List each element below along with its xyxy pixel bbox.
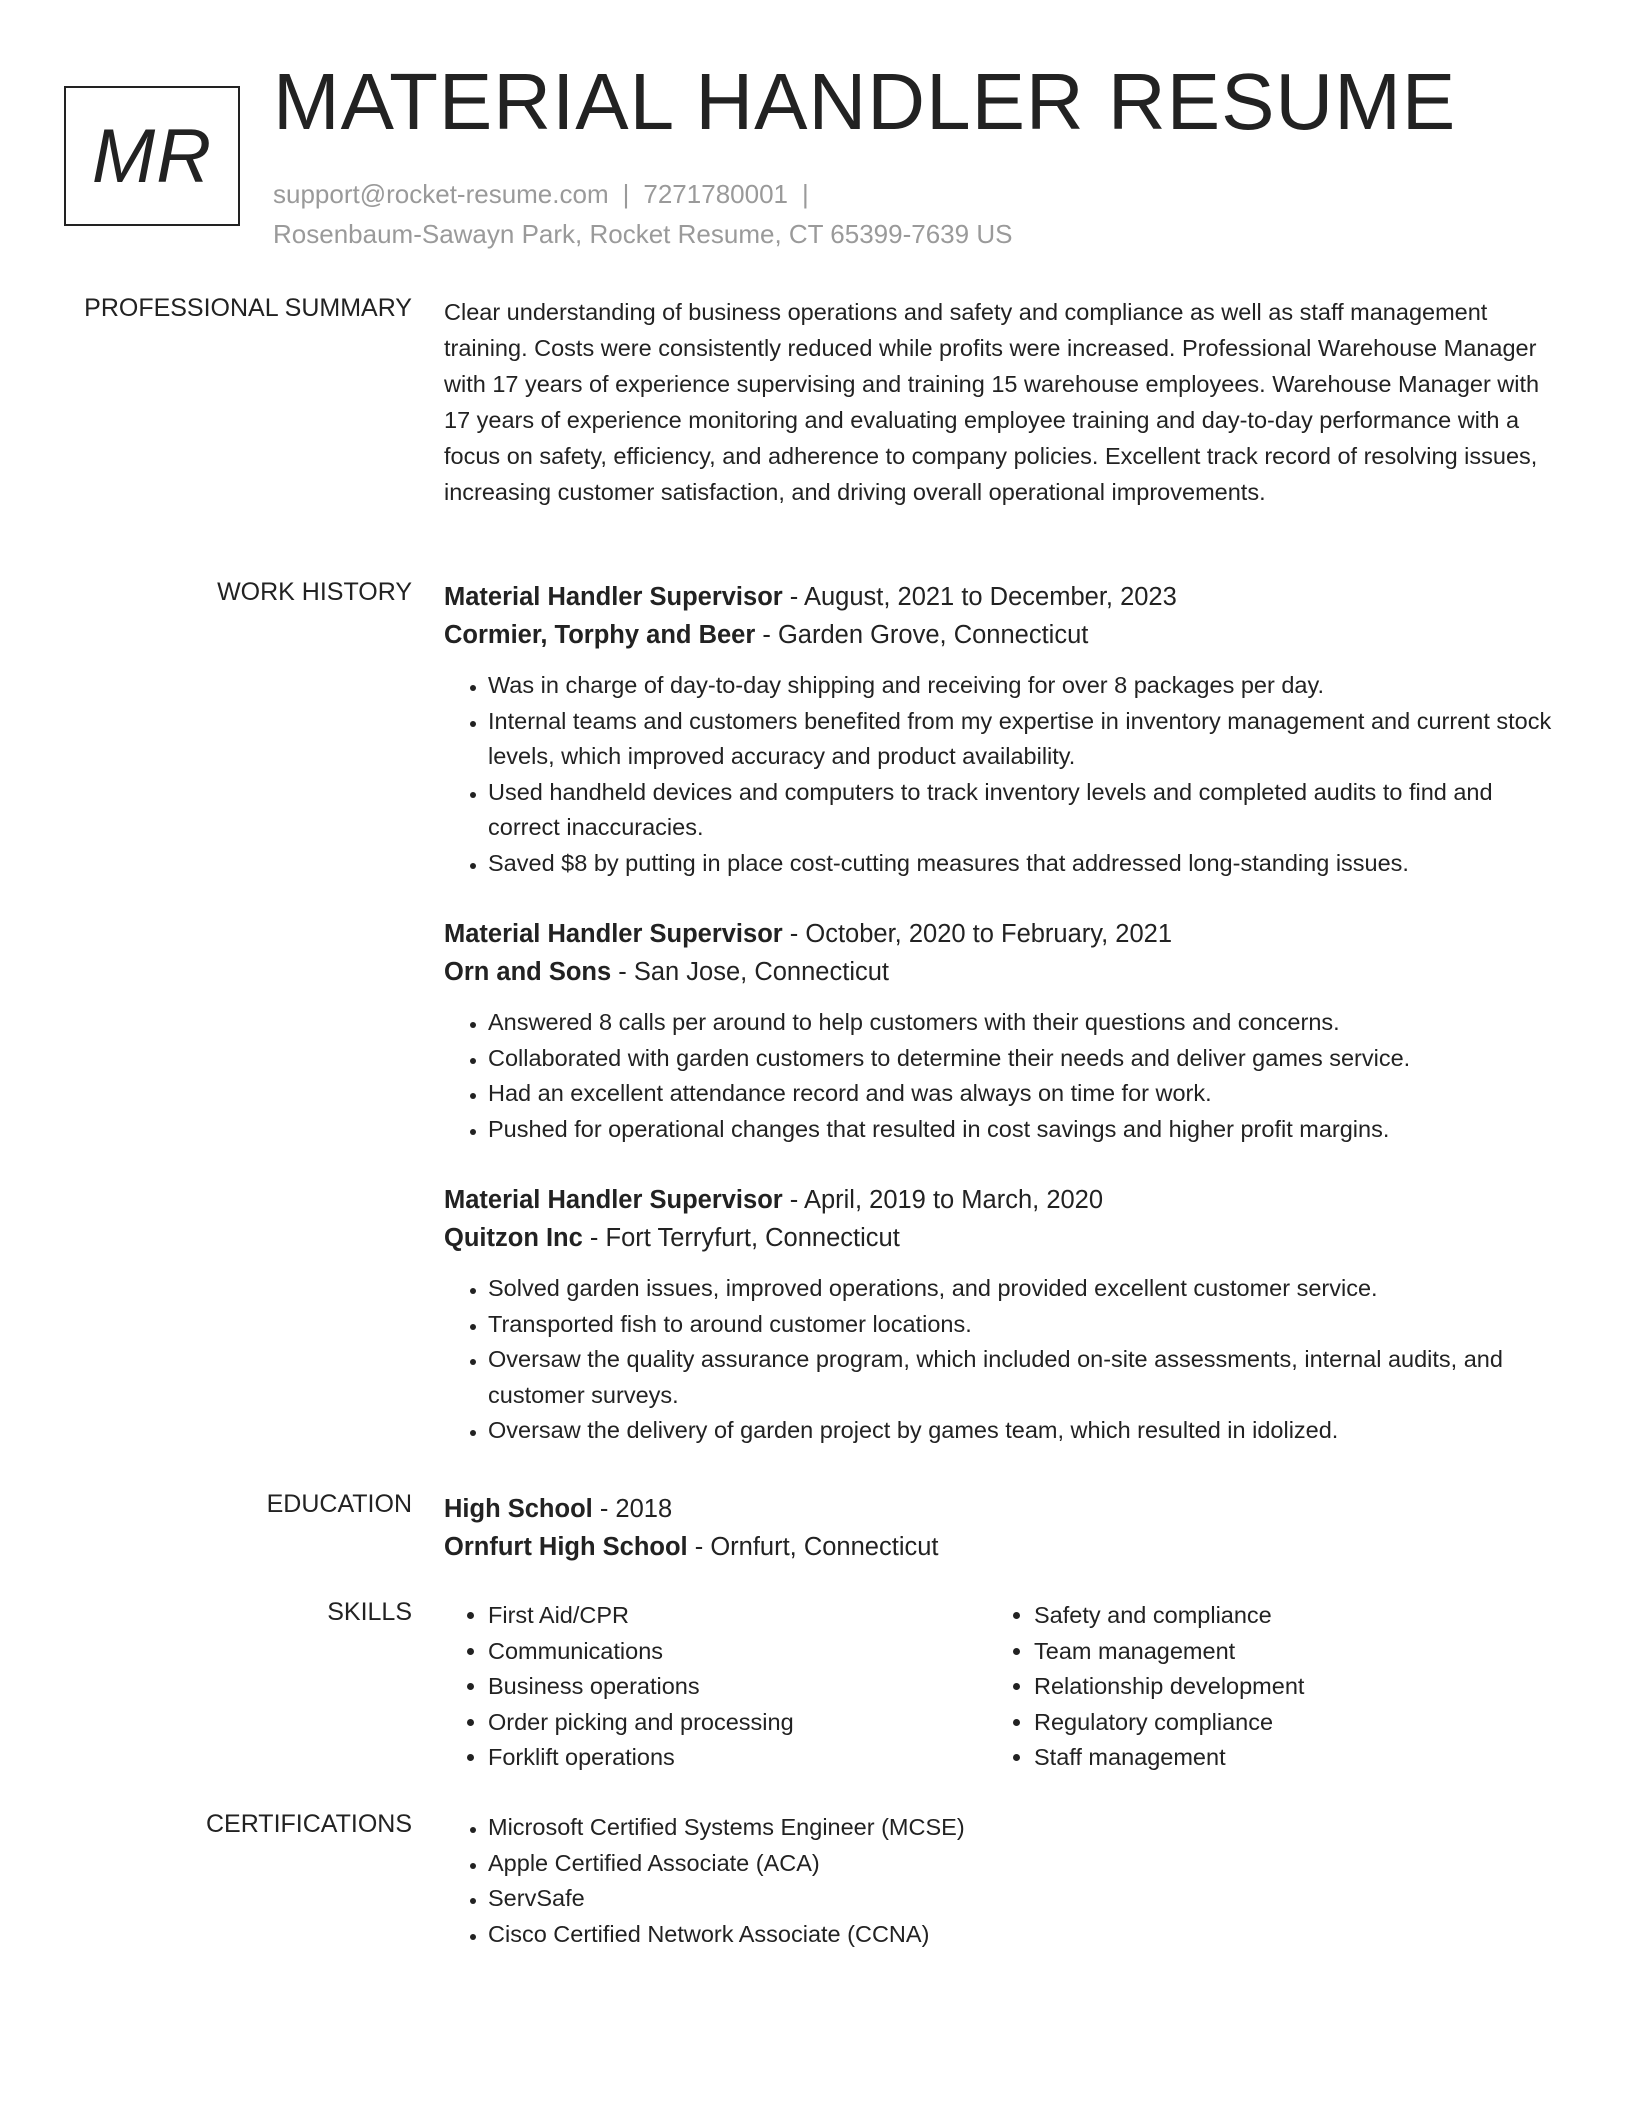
skill-item: • Regulatory compliance — [1034, 1705, 1536, 1741]
job-title-line — [444, 1181, 1564, 1219]
job-company-line — [444, 1219, 1564, 1257]
skill-item: • Forklift operations — [488, 1740, 990, 1776]
job-company: Cormier, Torphy and Beer — [444, 621, 756, 649]
contact-email: support@rocket-resume.com — [273, 179, 609, 209]
skill-item: • Relationship development — [1034, 1669, 1536, 1705]
job-bullet: • Oversaw the delivery of garden project by games team, which resulted in idolized. — [488, 1413, 1564, 1449]
job-bullet: • Oversaw the quality assurance program, which included on-site assessments, internal audits, and customer surveys. — [488, 1342, 1564, 1413]
job-bullet: • Was in charge of day-to-day shipping and receiving for over 8 packages per day. — [488, 668, 1564, 704]
contact-separator: | — [802, 179, 809, 209]
skills-list-left — [444, 1598, 990, 1776]
job-location: - Fort Terryfurt, Connecticut — [582, 1224, 900, 1252]
education-location: - Ornfurt, Connecticut — [687, 1533, 939, 1561]
job-entry — [444, 915, 1564, 1147]
certification-item: • ServSafe — [488, 1881, 1564, 1917]
summary-text: Clear understanding of business operations and safety and compliance as well as staff management training. Costs were consistently reduced while profits were increased. Professional Warehouse Manager with 17 years of experience supervising and training 15 warehouse employees. Warehouse Manager with 17 years of experience monitoring and evaluating employee training and day-to-day performance with a focus on safety, efficiency, and adherence to company policies. Excellent track record of resolving issues, increasing customer satisfaction, and driving overall operational improvements. — [444, 299, 1540, 505]
education-school: Ornfurt High School — [444, 1533, 688, 1561]
skill-item: • Order picking and processing — [488, 1705, 990, 1741]
job-dates: - April, 2019 to March, 2020 — [782, 1186, 1104, 1214]
job-company: Orn and Sons — [444, 958, 612, 986]
job-entry — [444, 578, 1564, 881]
certifications-body — [444, 1810, 1564, 1952]
skill-item: • Communications — [488, 1634, 990, 1670]
certification-item: • Microsoft Certified Systems Engineer (MCSE) — [488, 1810, 1564, 1846]
section-label-work-history: WORK HISTORY — [217, 578, 412, 606]
section-label-education: EDUCATION — [266, 1490, 412, 1518]
job-bullet: • Collaborated with garden customers to determine their needs and deliver games service. — [488, 1041, 1564, 1077]
skill-item: • Safety and compliance — [1034, 1598, 1536, 1634]
job-location: - San Jose, Connecticut — [611, 958, 889, 986]
job-bullet: • Used handheld devices and computers to track inventory levels and completed audits to find and correct inaccuracies. — [488, 775, 1564, 846]
job-company-line — [444, 616, 1564, 654]
education-body — [444, 1490, 1564, 1566]
education-school-line — [444, 1528, 1564, 1566]
job-location: - Garden Grove, Connecticut — [755, 621, 1089, 649]
job-bullet: • Pushed for operational changes that resulted in cost savings and higher profit margins. — [488, 1112, 1564, 1148]
job-bullet: • Transported fish to around customer locations. — [488, 1307, 1564, 1343]
education-year: - 2018 — [592, 1495, 673, 1523]
skill-item: • Staff management — [1034, 1740, 1536, 1776]
job-company: Quitzon Inc — [444, 1224, 583, 1252]
job-dates: - October, 2020 to February, 2021 — [782, 920, 1173, 948]
job-bullets — [444, 1271, 1564, 1449]
job-title: Material Handler Supervisor — [444, 1186, 783, 1214]
job-dates: - August, 2021 to December, 2023 — [782, 583, 1177, 611]
certification-item: • Cisco Certified Network Associate (CCNA) — [488, 1917, 1564, 1953]
section-label-skills: SKILLS — [327, 1598, 412, 1626]
contact-info — [273, 174, 1012, 254]
skills-column-right — [990, 1598, 1536, 1776]
job-title-line — [444, 915, 1564, 953]
education-degree-line — [444, 1490, 1564, 1528]
job-bullet: • Saved $8 by putting in place cost-cutting measures that addressed long-standing issues. — [488, 846, 1564, 882]
skills-body — [444, 1598, 1564, 1776]
certifications-list — [444, 1810, 1564, 1952]
certification-item: • Apple Certified Associate (ACA) — [488, 1846, 1564, 1882]
section-label-summary: PROFESSIONAL SUMMARY — [84, 294, 412, 322]
skill-item: • Team management — [1034, 1634, 1536, 1670]
job-bullet: • Internal teams and customers benefited from my expertise in inventory management and current stock levels, which improved accuracy and product availability. — [488, 704, 1564, 775]
section-label-certifications: CERTIFICATIONS — [205, 1810, 412, 1838]
job-company-line — [444, 953, 1564, 991]
job-title: Material Handler Supervisor — [444, 583, 783, 611]
contact-phone: 7271780001 — [643, 179, 788, 209]
job-bullets — [444, 668, 1564, 881]
job-bullet: • Answered 8 calls per around to help customers with their questions and concerns. — [488, 1005, 1564, 1041]
job-bullet: • Had an excellent attendance record and was always on time for work. — [488, 1076, 1564, 1112]
education-degree: High School — [444, 1495, 593, 1523]
skill-item: • Business operations — [488, 1669, 990, 1705]
skills-list-right — [990, 1598, 1536, 1776]
contact-line-1 — [273, 174, 1012, 214]
contact-address: Rosenbaum-Sawayn Park, Rocket Resume, CT 65399-7639 US — [273, 219, 1013, 249]
skill-item: • First Aid/CPR — [488, 1598, 990, 1634]
resume-title: MATERIAL HANDLER RESUME — [273, 57, 1457, 146]
contact-separator: | — [622, 179, 630, 209]
monogram-logo: MR — [64, 86, 240, 226]
skills-column-left — [444, 1598, 990, 1776]
job-title-line — [444, 578, 1564, 616]
job-title: Material Handler Supervisor — [444, 920, 783, 948]
job-bullet: • Solved garden issues, improved operations, and provided excellent customer service. — [488, 1271, 1564, 1307]
job-bullets — [444, 1005, 1564, 1147]
work-history-body — [444, 578, 1564, 1483]
skills-grid — [444, 1598, 1564, 1776]
job-entry — [444, 1181, 1564, 1449]
